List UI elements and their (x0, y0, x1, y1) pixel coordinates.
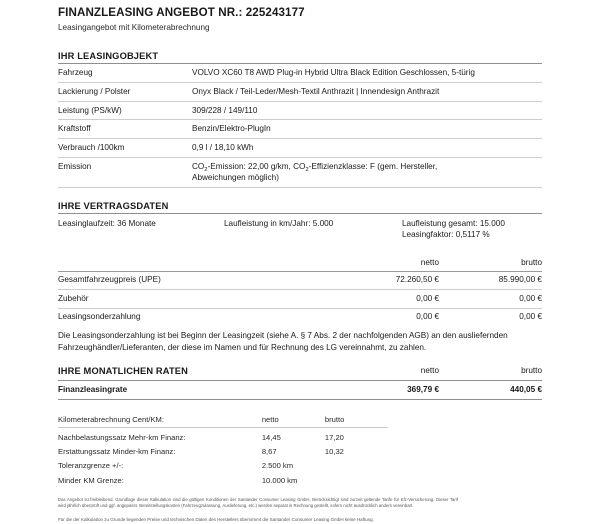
co2-subscript: 2 (204, 166, 208, 173)
table-row (58, 64, 542, 82)
km-label: Minder KM Grenze: (58, 475, 124, 485)
price-netto: 0,00 € (336, 290, 439, 308)
section-heading-monthly-rates: IHRE MONATLICHEN RATEN (58, 365, 189, 376)
rate-label: Finanzleasingrate (58, 380, 336, 399)
leasing-object-table (58, 64, 542, 187)
contract-mileage-total-block (402, 218, 542, 241)
spec-value: Onyx Black / Teil-Leder/Mesh-Textil Anthrazit | Innendesign Anthrazit (192, 82, 542, 101)
table-row (58, 82, 542, 101)
km-netto: 10.000 km (261, 475, 298, 485)
km-netto: 14,45 (261, 432, 281, 442)
km-label: Erstattungssatz Minder-km Finanz: (58, 447, 176, 457)
price-label: Gesamtfahrzeugpreis (UPE) (58, 271, 336, 289)
spec-label: Fahrzeug (58, 64, 192, 82)
spec-label: Verbrauch /100km (58, 138, 192, 157)
co2-text: CO (192, 161, 205, 171)
km-label: Nachbelastungssatz Mehr-km Finanz: (58, 432, 186, 442)
km-netto: 2.500 km (261, 461, 294, 471)
fine-print-disclaimer: Das Angebot ist freibleibend. Grundlage dieser Kalkulation sind die gültigen Konditionen der Santander Consumer Leasing GmbH. Berücksichtigt sind zurzeit geltende Tarife für Kfz-Versicherung. Dieser Tarif wird jährlich überprüft und ggf. angepasst. Bereitstellungskosten (Fahrzeugzulassung, Auslieferung, etc.) werden separat in Rechnung gestellt, sofern nicht ausdrücklich anders vereinbart. (58, 496, 458, 509)
spec-value: 309/228 / 149/110 (192, 101, 542, 120)
column-header-netto: netto (420, 366, 439, 376)
emission-value-end: Abweichungen möglich) (192, 173, 279, 183)
spec-value: VOLVO XC60 T8 AWD Plug-in Hybrid Ultra Black Edition Geschlossen, 5-türig (192, 64, 542, 82)
table-row (58, 271, 542, 289)
emission-value-mid: -Effizienzklasse: F (gem. Hersteller, (308, 161, 438, 171)
monthly-rates-table (58, 362, 542, 400)
price-brutto: 0,00 € (439, 290, 542, 308)
price-brutto: 85.990,00 € (439, 271, 542, 289)
table-row (58, 473, 388, 487)
table-header-row (58, 255, 542, 272)
price-netto: 0,00 € (336, 308, 439, 326)
table-header-row (58, 362, 542, 381)
km-billing-section (58, 413, 542, 488)
section-heading-leasing-object: IHR LEASINGOBJEKT (58, 51, 159, 62)
column-header-brutto: brutto (325, 413, 388, 428)
table-row-total (58, 380, 542, 399)
co2-subscript: 2 (305, 166, 309, 173)
contract-duration: Leasinglaufzeit: 36 Monate (58, 218, 156, 228)
contract-mileage-total: Laufleistung gesamt: 15.000 (402, 218, 505, 228)
spec-value: 0,9 l / 18,10 kWh (192, 138, 542, 157)
spec-label: Kraftstoff (58, 120, 192, 139)
section-heading-contract-data: IHRE VERTRAGSDATEN (58, 200, 169, 211)
table-row-emission (58, 157, 542, 187)
spec-label: Emission (58, 157, 192, 187)
page-subtitle: Leasingangebot mit Kilometerabrechnung (58, 23, 210, 33)
price-header-spacer (58, 255, 336, 272)
page-title: FINANZLEASING ANGEBOT NR.: 225243177 (58, 6, 305, 19)
contract-mileage-per-year: Laufleistung in km/Jahr: 5.000 (224, 218, 334, 228)
price-table (58, 255, 542, 326)
spec-value-emission (192, 157, 542, 187)
km-brutto (325, 473, 388, 487)
column-header-netto: netto (262, 413, 325, 428)
table-row (58, 120, 542, 139)
table-row (58, 445, 388, 459)
price-netto: 72.260,50 € (336, 271, 439, 289)
special-payment-note: Die Leasingsonderzahlung ist bei Beginn der Leasingzeit (siehe A. § 7 Abs. 2 der nachfolgenden AGB) an den ausliefernden Fahrzeughändler/Lieferanten, der diese im Namen und für Rechnung des LG vereinnahmt, zu zahlen. (58, 331, 508, 352)
column-header-netto: netto (420, 258, 439, 268)
table-row (58, 138, 542, 157)
price-label: Zubehör (58, 290, 336, 308)
km-netto: 8,67 (261, 447, 277, 457)
km-brutto (325, 459, 388, 473)
table-row (58, 290, 542, 308)
emission-value-pre: -Emission: 22,00 g/km, (207, 161, 294, 171)
price-label: Leasingsonderzahlung (58, 308, 336, 326)
km-brutto: 10,32 (324, 447, 344, 457)
km-label: Toleranzgrenze +/-: (58, 461, 124, 471)
spec-label: Lackierung / Polster (58, 82, 192, 101)
table-row (58, 101, 542, 120)
price-brutto: 0,00 € (439, 308, 542, 326)
spec-label: Leistung (PS/kW) (58, 101, 192, 120)
km-billing-table (58, 413, 388, 488)
contract-leasing-factor: Leasingfaktor: 0,5117 % (402, 230, 490, 240)
km-header-label: Kilometerabrechnung Cent/KM: (58, 413, 262, 428)
rate-netto: 369,79 € (336, 380, 439, 399)
table-row (58, 459, 388, 473)
spec-value: Benzin/Elektro-PlugIn (192, 120, 542, 139)
document-header (58, 6, 542, 34)
contract-data-row (58, 214, 542, 241)
table-header-row (58, 413, 388, 428)
column-header-brutto: brutto (521, 366, 542, 376)
km-brutto: 17,20 (324, 432, 344, 442)
table-row (58, 308, 542, 326)
column-header-brutto: brutto (521, 258, 542, 268)
co2-text: CO (293, 161, 306, 171)
table-row (58, 428, 388, 445)
rate-brutto: 440,05 € (439, 380, 542, 399)
liability-note: Für die der Kalkulation zu Grunde liegenden Preise und technischen Daten des Herstellers übernimmt die Santander Consumer Leasing GmbH keine Haftung. (58, 516, 374, 522)
